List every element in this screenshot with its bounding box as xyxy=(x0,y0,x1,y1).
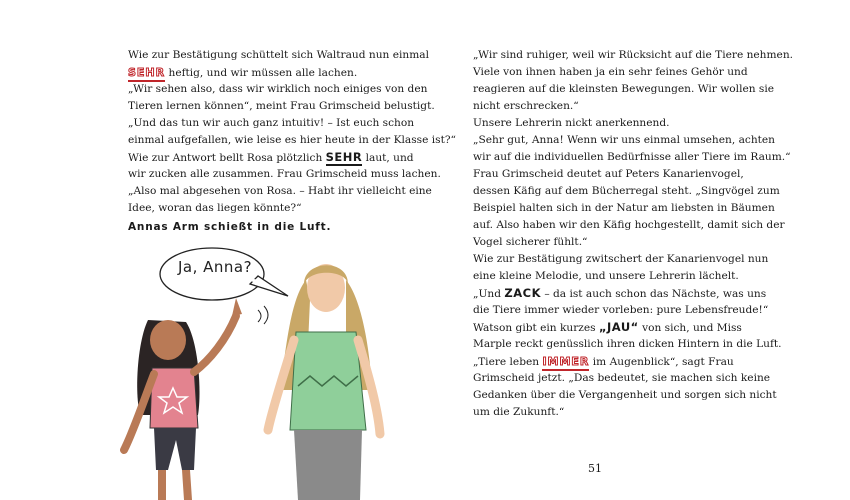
text-segment: Frau Grimscheid deutet auf Peters Kanarienvogel, xyxy=(473,168,744,180)
text-segment: Tieren lernen können“, meint Frau Grimscheid belustigt. xyxy=(128,100,435,112)
emphasis-word: „JAU“ xyxy=(598,320,639,334)
emphasis-word: SEHR xyxy=(325,150,363,164)
emphasis-word: ZACK xyxy=(504,286,541,300)
girl-figure xyxy=(124,298,268,500)
text-line xyxy=(128,81,428,98)
text-segment: „Tiere leben xyxy=(473,356,543,368)
text-line xyxy=(473,81,775,98)
text-segment: wir auf die individuellen Bedürfnisse aller Tiere im Raum.“ xyxy=(473,151,791,163)
text-segment: im Augenblick“, sagt Frau xyxy=(589,356,734,368)
text-segment: „Sehr gut, Anna! Wenn wir uns einmal umsehen, achten xyxy=(473,134,775,146)
text-line xyxy=(128,98,435,115)
illustration xyxy=(110,240,410,500)
text-segment: Idee, woran das liegen könnte?“ xyxy=(128,202,302,214)
text-line xyxy=(473,370,771,387)
text-line xyxy=(473,285,767,302)
text-segment: Unsere Lehrerin nickt anerkennend. xyxy=(473,117,670,129)
text-segment: wir zucken alle zusammen. Frau Grimscheid muss lachen. xyxy=(128,168,441,180)
text-segment: einmal aufgefallen, wie leise es hier heute in der Klasse ist?“ xyxy=(128,134,456,146)
text-line xyxy=(473,268,739,285)
page-number: 51 xyxy=(588,462,602,475)
text-segment: Vogel sicherer fühlt.“ xyxy=(473,236,588,248)
text-segment: auf. Also haben wir den Käfig hochgestellt, damit sich der xyxy=(473,219,785,231)
text-line xyxy=(473,200,775,217)
text-line xyxy=(473,319,742,336)
emphasis-word: SEHR xyxy=(128,66,165,82)
text-segment: „Und das tun wir auch ganz intuitiv! – Ist euch schon xyxy=(128,117,415,129)
text-segment: nicht erschrecken.“ xyxy=(473,100,579,112)
text-segment: Viele von ihnen haben ja ein sehr feines Gehör und xyxy=(473,66,748,78)
text-line xyxy=(473,64,748,81)
text-line xyxy=(128,149,414,166)
text-segment: heftig, und wir müssen alle lachen. xyxy=(165,67,358,79)
text-line xyxy=(128,64,398,81)
text-line xyxy=(128,132,456,149)
text-line xyxy=(473,302,769,319)
text-segment: Marple reckt genüsslich ihren dicken Hintern in die Luft. xyxy=(473,338,782,350)
text-line xyxy=(128,166,441,183)
right-text-column xyxy=(473,47,794,421)
text-segment: Grimscheid jetzt. „Das bedeutet, sie machen sich keine xyxy=(473,372,771,384)
text-line xyxy=(473,234,735,251)
teacher-figure xyxy=(268,264,380,500)
text-segment: „Wir sind ruhiger, weil wir Rücksicht auf die Tiere nehmen. xyxy=(473,49,794,61)
text-segment: von sich, und Miss xyxy=(638,322,742,334)
text-segment: – da ist auch schon das Nächste, was uns xyxy=(540,288,767,300)
text-line xyxy=(473,47,794,64)
text-segment: Wie zur Bestätigung zwitschert der Kanarienvogel nun xyxy=(473,253,769,265)
text-segment: „Also mal abgesehen von Rosa. – Habt ihr vielleicht eine xyxy=(128,185,432,197)
handwritten-line: Annas Arm schießt in die Luft. xyxy=(128,221,332,233)
text-line xyxy=(473,251,769,268)
text-line xyxy=(128,115,415,132)
text-segment: dessen Käfig auf dem Bücherregal steht. „Singvögel zum xyxy=(473,185,780,197)
text-line xyxy=(473,115,735,132)
text-line xyxy=(473,166,744,183)
text-line xyxy=(473,98,735,115)
text-segment: Wie zur Antwort bellt Rosa plötzlich xyxy=(128,152,326,164)
text-segment: Gedanken über die Vergangenheit und sorgen sich nicht xyxy=(473,389,777,401)
right-page xyxy=(425,0,850,500)
text-segment: um die Zukunft.“ xyxy=(473,406,565,418)
text-line xyxy=(473,387,777,404)
text-line xyxy=(473,336,782,353)
text-segment: „Wir sehen also, dass wir wirklich noch einiges von den xyxy=(128,83,428,95)
text-line xyxy=(473,132,775,149)
emphasis-word: IMMER xyxy=(542,355,589,371)
speech-bubble-text: Ja, Anna? xyxy=(178,258,253,276)
text-line xyxy=(473,217,785,234)
text-line xyxy=(473,404,735,421)
text-line xyxy=(128,47,429,64)
text-segment: reagieren auf die kleinsten Bewegungen. Wir wollen sie xyxy=(473,83,775,95)
text-line xyxy=(473,183,780,200)
left-text-column xyxy=(128,47,456,236)
text-line xyxy=(128,183,432,200)
text-segment: laut, und xyxy=(362,152,414,164)
text-segment: „Und xyxy=(473,288,505,300)
text-line xyxy=(473,353,735,370)
text-segment: eine kleine Melodie, und unsere Lehrerin lächelt. xyxy=(473,270,739,282)
text-line xyxy=(128,200,398,217)
text-segment: Wie zur Bestätigung schüttelt sich Waltraud nun einmal xyxy=(128,49,429,61)
text-line xyxy=(473,149,791,166)
text-segment: die Tiere immer wieder vorleben: pure Lebensfreude!“ xyxy=(473,304,769,316)
text-segment: Beispiel halten sich in der Natur am liebsten in Bäumen xyxy=(473,202,775,214)
text-segment: Watson gibt ein kurzes xyxy=(473,322,599,334)
